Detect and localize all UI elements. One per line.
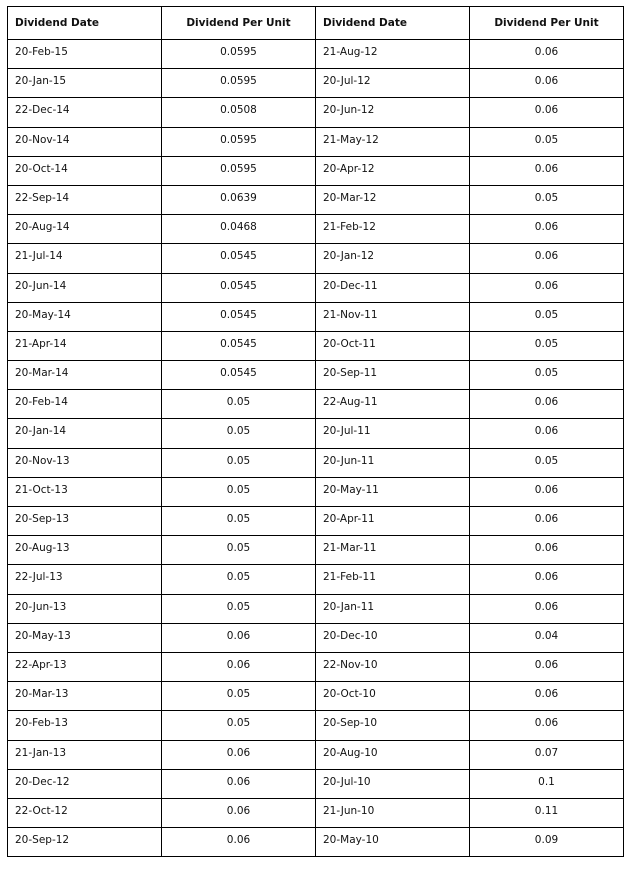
header-row xyxy=(8,7,624,40)
dividend-date-cell: 20-Dec-10 xyxy=(316,623,470,652)
dividend-date-cell: 20-Mar-13 xyxy=(8,682,162,711)
dividend-per-unit-cell: 0.05 xyxy=(162,448,316,477)
dividend-per-unit-cell: 0.0545 xyxy=(162,361,316,390)
dividend-date-cell: 20-Oct-10 xyxy=(316,682,470,711)
dividend-per-unit-cell: 0.0545 xyxy=(162,302,316,331)
dividend-table xyxy=(7,6,624,857)
dividend-per-unit-cell: 0.11 xyxy=(470,798,624,827)
dividend-per-unit-cell: 0.05 xyxy=(470,361,624,390)
table-row xyxy=(8,390,624,419)
dividend-per-unit-cell: 0.0595 xyxy=(162,40,316,69)
dividend-date-cell: 20-Jan-11 xyxy=(316,594,470,623)
table-row xyxy=(8,185,624,214)
dividend-per-unit-cell: 0.06 xyxy=(470,652,624,681)
dividend-date-cell: 20-Apr-11 xyxy=(316,507,470,536)
dividend-date-cell: 20-Feb-15 xyxy=(8,40,162,69)
table-row xyxy=(8,536,624,565)
table-row xyxy=(8,40,624,69)
dividend-date-cell: 20-Oct-11 xyxy=(316,331,470,360)
dividend-date-cell: 21-Feb-12 xyxy=(316,215,470,244)
table-row xyxy=(8,798,624,827)
dividend-per-unit-cell: 0.0545 xyxy=(162,244,316,273)
table-row xyxy=(8,215,624,244)
dividend-per-unit-cell: 0.05 xyxy=(162,507,316,536)
dividend-date-cell: 21-Jun-10 xyxy=(316,798,470,827)
dividend-date-cell: 20-Jun-12 xyxy=(316,98,470,127)
dividend-per-unit-cell: 0.06 xyxy=(162,769,316,798)
dividend-date-cell: 20-Jul-12 xyxy=(316,69,470,98)
dividend-per-unit-cell: 0.05 xyxy=(162,711,316,740)
dividend-per-unit-cell: 0.05 xyxy=(470,331,624,360)
dividend-date-cell: 20-May-11 xyxy=(316,477,470,506)
table-row xyxy=(8,273,624,302)
dividend-per-unit-cell: 0.06 xyxy=(470,419,624,448)
dividend-per-unit-cell: 0.05 xyxy=(162,594,316,623)
dividend-date-cell: 20-Sep-10 xyxy=(316,711,470,740)
table-row xyxy=(8,244,624,273)
dividend-date-cell: 22-Aug-11 xyxy=(316,390,470,419)
table-row xyxy=(8,828,624,857)
dividend-per-unit-cell: 0.05 xyxy=(162,565,316,594)
table-row xyxy=(8,302,624,331)
dividend-date-cell: 20-Jun-13 xyxy=(8,594,162,623)
dividend-per-unit-cell: 0.06 xyxy=(470,682,624,711)
dividend-date-cell: 20-Sep-13 xyxy=(8,507,162,536)
table-row xyxy=(8,69,624,98)
dividend-date-cell: 20-Jan-15 xyxy=(8,69,162,98)
dividend-per-unit-cell: 0.05 xyxy=(470,127,624,156)
dividend-per-unit-cell: 0.0508 xyxy=(162,98,316,127)
dividend-date-cell: 20-Feb-14 xyxy=(8,390,162,419)
dividend-date-cell: 20-Dec-12 xyxy=(8,769,162,798)
dividend-per-unit-cell: 0.06 xyxy=(162,828,316,857)
header-dividend-per-unit: Dividend Per Unit xyxy=(162,7,316,40)
dividend-date-cell: 20-Jun-11 xyxy=(316,448,470,477)
header-dividend-per-unit-2: Dividend Per Unit xyxy=(470,7,624,40)
dividend-per-unit-cell: 0.06 xyxy=(470,98,624,127)
table-row xyxy=(8,331,624,360)
dividend-per-unit-cell: 0.06 xyxy=(470,477,624,506)
dividend-date-cell: 21-Oct-13 xyxy=(8,477,162,506)
dividend-date-cell: 21-Jan-13 xyxy=(8,740,162,769)
dividend-per-unit-cell: 0.06 xyxy=(162,740,316,769)
dividend-per-unit-cell: 0.0468 xyxy=(162,215,316,244)
dividend-date-cell: 20-Sep-11 xyxy=(316,361,470,390)
dividend-date-cell: 20-Nov-13 xyxy=(8,448,162,477)
table-header xyxy=(8,7,624,40)
table-row xyxy=(8,740,624,769)
dividend-date-cell: 21-Mar-11 xyxy=(316,536,470,565)
dividend-per-unit-cell: 0.09 xyxy=(470,828,624,857)
dividend-date-cell: 20-Aug-14 xyxy=(8,215,162,244)
dividend-per-unit-cell: 0.05 xyxy=(470,302,624,331)
dividend-per-unit-cell: 0.0639 xyxy=(162,185,316,214)
dividend-date-cell: 20-Mar-14 xyxy=(8,361,162,390)
dividend-date-cell: 21-Jul-14 xyxy=(8,244,162,273)
dividend-per-unit-cell: 0.06 xyxy=(470,536,624,565)
table-row xyxy=(8,652,624,681)
dividend-per-unit-cell: 0.06 xyxy=(470,244,624,273)
dividend-per-unit-cell: 0.06 xyxy=(162,798,316,827)
dividend-date-cell: 21-Nov-11 xyxy=(316,302,470,331)
table-row xyxy=(8,507,624,536)
dividend-date-cell: 20-May-10 xyxy=(316,828,470,857)
table-row xyxy=(8,127,624,156)
dividend-per-unit-cell: 0.04 xyxy=(470,623,624,652)
dividend-date-cell: 20-Jul-10 xyxy=(316,769,470,798)
dividend-per-unit-cell: 0.1 xyxy=(470,769,624,798)
dividend-date-cell: 21-Apr-14 xyxy=(8,331,162,360)
dividend-date-cell: 20-Jun-14 xyxy=(8,273,162,302)
dividend-date-cell: 20-Aug-10 xyxy=(316,740,470,769)
dividend-date-cell: 20-Jul-11 xyxy=(316,419,470,448)
table-row xyxy=(8,623,624,652)
dividend-date-cell: 20-Mar-12 xyxy=(316,185,470,214)
dividend-date-cell: 21-Aug-12 xyxy=(316,40,470,69)
table-row xyxy=(8,594,624,623)
dividend-per-unit-cell: 0.0595 xyxy=(162,127,316,156)
dividend-date-cell: 20-Jan-14 xyxy=(8,419,162,448)
dividend-date-cell: 22-Oct-12 xyxy=(8,798,162,827)
dividend-per-unit-cell: 0.05 xyxy=(162,682,316,711)
dividend-date-cell: 22-Sep-14 xyxy=(8,185,162,214)
dividend-per-unit-cell: 0.05 xyxy=(470,448,624,477)
dividend-per-unit-cell: 0.06 xyxy=(162,623,316,652)
dividend-date-cell: 20-May-14 xyxy=(8,302,162,331)
dividend-per-unit-cell: 0.06 xyxy=(470,273,624,302)
dividend-per-unit-cell: 0.06 xyxy=(470,390,624,419)
dividend-date-cell: 22-Nov-10 xyxy=(316,652,470,681)
dividend-per-unit-cell: 0.0595 xyxy=(162,69,316,98)
table-row xyxy=(8,711,624,740)
dividend-per-unit-cell: 0.07 xyxy=(470,740,624,769)
dividend-date-cell: 22-Jul-13 xyxy=(8,565,162,594)
dividend-date-cell: 20-Oct-14 xyxy=(8,156,162,185)
dividend-per-unit-cell: 0.0545 xyxy=(162,331,316,360)
dividend-date-cell: 20-Jan-12 xyxy=(316,244,470,273)
dividend-per-unit-cell: 0.05 xyxy=(470,185,624,214)
dividend-per-unit-cell: 0.06 xyxy=(470,40,624,69)
dividend-date-cell: 20-Feb-13 xyxy=(8,711,162,740)
dividend-per-unit-cell: 0.06 xyxy=(470,215,624,244)
table-row xyxy=(8,565,624,594)
dividend-per-unit-cell: 0.05 xyxy=(162,419,316,448)
table-row xyxy=(8,477,624,506)
header-dividend-date-2: Dividend Date xyxy=(316,7,470,40)
dividend-date-cell: 20-Nov-14 xyxy=(8,127,162,156)
dividend-per-unit-cell: 0.05 xyxy=(162,536,316,565)
table-row xyxy=(8,156,624,185)
table-row xyxy=(8,769,624,798)
table-row xyxy=(8,361,624,390)
dividend-per-unit-cell: 0.05 xyxy=(162,390,316,419)
table-row xyxy=(8,419,624,448)
table-row xyxy=(8,682,624,711)
table-body xyxy=(8,40,624,857)
dividend-per-unit-cell: 0.06 xyxy=(470,711,624,740)
dividend-date-cell: 22-Dec-14 xyxy=(8,98,162,127)
dividend-per-unit-cell: 0.06 xyxy=(470,594,624,623)
dividend-date-cell: 20-Aug-13 xyxy=(8,536,162,565)
dividend-date-cell: 21-May-12 xyxy=(316,127,470,156)
dividend-per-unit-cell: 0.0595 xyxy=(162,156,316,185)
dividend-per-unit-cell: 0.06 xyxy=(470,565,624,594)
dividend-per-unit-cell: 0.06 xyxy=(470,156,624,185)
table-row xyxy=(8,98,624,127)
dividend-per-unit-cell: 0.0545 xyxy=(162,273,316,302)
dividend-date-cell: 22-Apr-13 xyxy=(8,652,162,681)
dividend-per-unit-cell: 0.06 xyxy=(470,69,624,98)
dividend-date-cell: 20-Sep-12 xyxy=(8,828,162,857)
table-row xyxy=(8,448,624,477)
dividend-per-unit-cell: 0.06 xyxy=(162,652,316,681)
header-dividend-date: Dividend Date xyxy=(8,7,162,40)
dividend-per-unit-cell: 0.06 xyxy=(470,507,624,536)
dividend-per-unit-cell: 0.05 xyxy=(162,477,316,506)
dividend-date-cell: 21-Feb-11 xyxy=(316,565,470,594)
dividend-date-cell: 20-Apr-12 xyxy=(316,156,470,185)
dividend-date-cell: 20-May-13 xyxy=(8,623,162,652)
dividend-date-cell: 20-Dec-11 xyxy=(316,273,470,302)
